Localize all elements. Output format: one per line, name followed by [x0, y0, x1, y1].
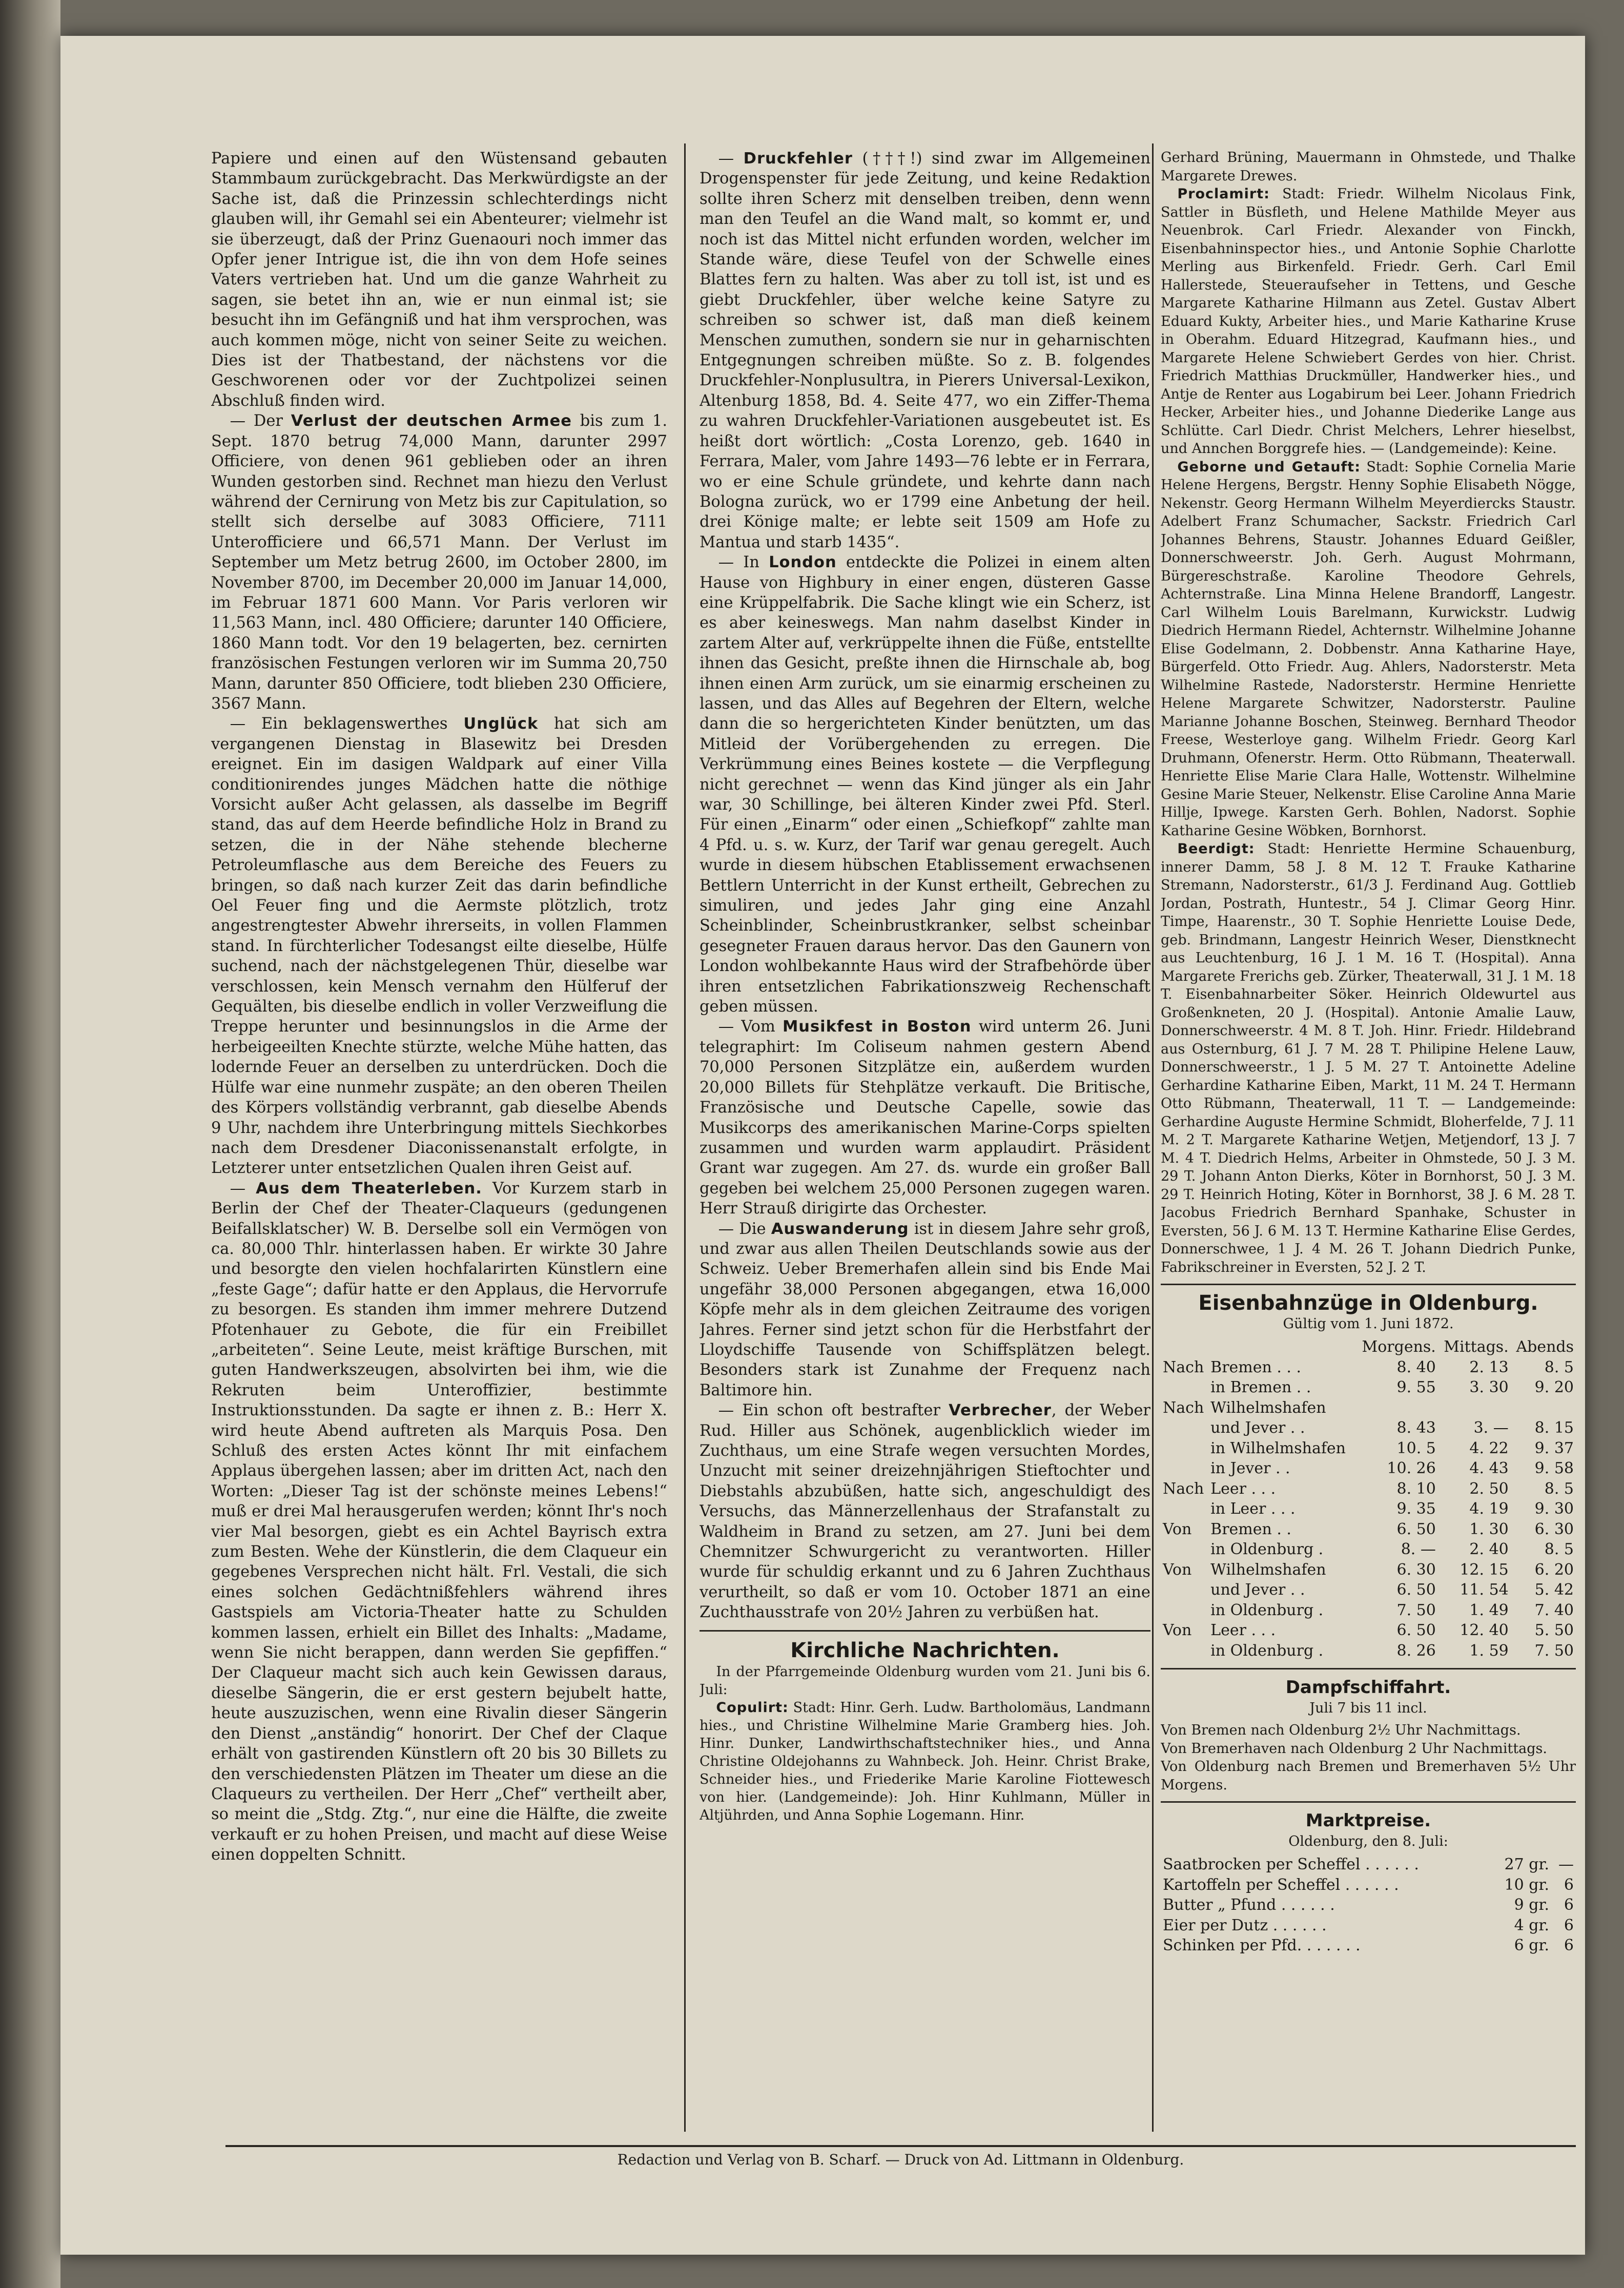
lead-text: — Der	[230, 412, 291, 430]
article-paragraph	[211, 411, 667, 714]
section-body: Stadt: Hinr. Gerh. Ludw. Bartholomäus, Landmann hies., und Christine Wilhelmine Marie Gramberg hies. Joh. Hinr. Dunker, Landwirthschaftstechniker hies., und Anna Christine Oldejohanns zu Wahnbeck. Joh. Heinr. Christ Brake, Schneider hies., und Friederike Marie Karoline Fiottewesch von hier. (Landgemeinde): Joh. Hinr Kuhlmann, Müller in Altjührden, und Anna Sophie Logemann. Hinr.	[700, 1700, 1150, 1824]
table-row	[1161, 1560, 1576, 1580]
church-born	[1161, 458, 1576, 840]
church-intro: In der Pfarrgemeinde Oldenburg wurden vom 21. Juni bis 6. Juli:	[700, 1664, 1150, 1698]
church-text: Gerhard Brüning, Mauermann in Ohmstede, und Thalke Margarete Drewes.	[1161, 150, 1576, 184]
railway-timetable	[1161, 1337, 1576, 1661]
direction-cell	[1161, 1499, 1208, 1519]
item-cell: Eier per Dutz . . . . . .	[1163, 1916, 1327, 1934]
station-cell: in Wilhelmshafen	[1210, 1439, 1346, 1457]
time-cell: 8. 15	[1534, 1419, 1574, 1437]
church-proclamirt	[1161, 185, 1576, 458]
station-cell: Wilhelmshafen	[1210, 1398, 1326, 1417]
section-body: Stadt: Friedr. Wilhelm Nicolaus Fink, Sattler in Büsfleth, und Helene Mathilde Meyer aus Neuenbrok. Carl Friedr. Alexander von Finckh, Eisenbahninspector hies., und Antonie Sophie Charlotte Merling aus Birkenfeld. Friedr. Gerh. Carl Emil Hallerstede, Steueraufseher in Tettens, und Gesche Margarete Katharine Hilmann aus Zetel. Gustav Albert Eduard Kukty, Arbeiter hies., und Marie Katharine Kruse in Oberahm. Eduard Hitzegrad, Kaufmann hies., und Margarete Helene Schwiebert Gerdes von hier. Christ. Friedrich Matthias Druckmüller, Handwerker hies., und Antje de Renter aus Logabirum bei Leer. Johann Friedrich Hecker, Arbeiter hies., und Johanne Diederike Lange aus Schlütte. Carl Diedr. Christ Melchers, Lehrer hieselbst, und Annchen Borggrefe hies. — (Landgemeinde): Keine.	[1161, 186, 1576, 457]
time-cell	[1355, 1398, 1438, 1418]
station-cell: in Oldenburg .	[1210, 1540, 1324, 1558]
table-row	[1161, 1875, 1576, 1895]
steamship-line: Von Oldenburg nach Bremen und Bremerhaven 5½ Uhr Morgens.	[1161, 1759, 1576, 1793]
time-cell: 9. 58	[1534, 1459, 1574, 1477]
time-cell: 8. 43	[1396, 1419, 1436, 1437]
station-cell: in Oldenburg .	[1210, 1641, 1324, 1660]
time-cell: 4. 19	[1469, 1500, 1509, 1518]
time-cell: 1. 49	[1469, 1601, 1509, 1619]
time-cell: 8. 10	[1396, 1479, 1436, 1498]
section-rule	[1161, 1668, 1576, 1669]
article-headline: London	[769, 553, 837, 572]
direction-cell: Von	[1163, 1560, 1192, 1579]
direction-cell	[1161, 1641, 1208, 1661]
time-cell: 9. 35	[1396, 1500, 1436, 1518]
station-cell: in Jever . .	[1210, 1459, 1290, 1477]
book-spine-edge	[0, 0, 60, 2288]
time-cell: 6. 30	[1396, 1560, 1436, 1579]
station-cell: Leer . . .	[1210, 1479, 1276, 1498]
column-3	[1161, 149, 1576, 2132]
price-fraction-cell: 6	[1564, 1896, 1574, 1914]
railway-valid-date: Gültig vom 1. Juni 1872.	[1283, 1315, 1454, 1332]
price-cell: 6 gr.	[1514, 1936, 1549, 1954]
direction-cell: Nach	[1163, 1479, 1204, 1498]
time-cell: 3. 30	[1469, 1378, 1509, 1396]
table-row	[1161, 1418, 1576, 1438]
price-fraction-cell: 6	[1564, 1916, 1574, 1934]
direction-cell	[1161, 1438, 1208, 1459]
section-label: Proclamirt:	[1177, 186, 1270, 202]
lead-text: — Ein beklagenswerthes	[230, 715, 464, 733]
time-cell: 2. 40	[1469, 1540, 1509, 1558]
railway-title: Eisenbahnzüge in Oldenburg.	[1198, 1291, 1538, 1315]
table-row	[1161, 1854, 1576, 1875]
section-label: Copulirt:	[716, 1700, 789, 1716]
section-rule	[700, 1630, 1150, 1632]
table-row	[1161, 1499, 1576, 1519]
article-paragraph	[700, 1219, 1150, 1401]
table-row	[1161, 1935, 1576, 1956]
article-body: hat sich am vergangenen Dienstag in Blasewitz bei Dresden ereignet. Ein im dasigen Waldpark auf einer Villa conditionirendes junges Mädchen hatte die nöthige Vorsicht außer Acht gelassen, als dasselbe im Begriff stand, das auf dem Heerde befindliche Holz in Brand zu setzen, die in der Nähe stehende blecherne Petroleumflasche aus dem Bereiche des Feuers zu bringen, so daß nach kurzer Zeit das darin befindliche Oel Feuer fing und die Aermste plötzlich, trotz angestrengtester Abwehr ihrerseits, in vollen Flammen stand. In fürchterlicher Todesangst eilte dieselbe, Hülfe suchend, nach der nächstgelegenen Thür, dieselbe war verschlossen, kein Mensch vernahm den Hülferuf der Gequälten, bis dieselbe endlich in voller Verzweiflung die Treppe herunter und besinnungslos in die Arme der herbeigeeilten Knechte stürzte, welche Mühe hatten, das lodernde Feuer an derselben zu unterdrücken. Doch die Hülfe war eine nunmehr zuspäte; an den oberen Theilen des Körpers vollständig verbrannt, gab dieselbe Abends 9 Uhr, nachdem ihre Unterbringung mittels Siechkorbes nach dem Dresdener Diaconissenanstalt erfolgte, in Letzterer unter entsetzlichen Qualen ihren Geist auf.	[211, 715, 667, 1178]
station-cell: Bremen . . .	[1210, 1358, 1302, 1376]
time-cell: 7. 40	[1534, 1601, 1574, 1619]
station-cell: und Jever . .	[1210, 1581, 1305, 1599]
table-row	[1161, 1580, 1576, 1600]
table-row	[1161, 1398, 1576, 1418]
station-cell: in Oldenburg .	[1210, 1601, 1324, 1619]
time-cell: 1. 59	[1469, 1641, 1509, 1660]
church-buried	[1161, 840, 1576, 1276]
table-header-row	[1161, 1337, 1576, 1357]
station-cell: Bremen . .	[1210, 1520, 1291, 1538]
steamship-dates: Juli 7 bis 11 incl.	[1309, 1700, 1427, 1716]
section-body: Stadt: Henriette Hermine Schauenburg, innerer Damm, 58 J. 8 M. 12 T. Frauke Katharine Stremann, Nadorsterstr., 61/3 J. Ferdinand Aug. Gottlieb Jordan, Postrath, Huntestr., 54 J. Climar Georg Hinr. Timpe, Haarenstr., 30 T. Sophie Henriette Louise Dede, geb. Brindmann, Langestr Heinrich Weser, Dienstknecht aus Leuchtenburg, 16 J. 1 M. 16 T. (Hospital). Anna Margarete Frerichs geb. Zürker, Theaterwall, 31 J. 1 M. 18 T. Eisenbahnarbeiter Söker. Heinrich Oldewurtel aus Großenkneten, 20 J. (Hospital). Antonie Amalie Lauw, Donnerschweerstr. 4 M. 8 T. Joh. Hinr. Friedr. Hildebrand aus Osternburg, 61 J. 7 M. 28 T. Philipine Helene Lauw, Donnerschweerstr., 1 J. 5 M. 27 T. Antoinette Adeline Gerhardine Katharine Eiben, Markt, 11 M. 24 T. Hermann Otto Rübmann, Theaterwall, 11 T. — Landgemeinde: Gerhardine Auguste Hermine Schmidt, Bloherfelde, 7 J. 11 M. 2 T. Margarete Katharine Wetjen, Metjendorf, 13 J. 7 M. 4 T. Diedrich Helms, Arbeiter in Ohmstede, 50 J. 3 M. 29 T. Johann Anton Dierks, Köter in Bornhorst, 50 J. 3 M. 29 T. Heinrich Hoting, Köter in Bornhorst, 38 J. 6 M. 28 T. Jacobus Friedrich Bernhard Spanhake, Schuster in Eversten, 56 J. 6 M. 13 T. Hermine Katharine Elise Gerdes, Donnerschwee, 1 J. 4 M. 26 T. Johann Diedrich Punke, Fabrikschreiner in Eversten, 52 J. 2 T.	[1161, 841, 1576, 1275]
direction-cell	[1161, 1539, 1208, 1560]
price-fraction-cell: 6	[1564, 1875, 1574, 1894]
table-row	[1161, 1458, 1576, 1479]
time-cell: 8. 5	[1544, 1540, 1574, 1558]
column-header: Morgens.	[1362, 1338, 1436, 1356]
time-cell: 4. 43	[1469, 1459, 1509, 1477]
article-headline: Auswanderung	[771, 1220, 909, 1238]
article-body: ist in diesem Jahre sehr groß, und zwar aus allen Theilen Deutschlands sowie aus der Schweiz. Ueber Bremerhafen allein sind bis Ende Mai ungefähr 38,000 Personen abgegangen, etwa 16,000 Köpfe mehr als in dem gleichen Zeitraume des vorigen Jahres. Ferner sind jetzt schon für die Herbstfahrt der Lloydschiffe Tausende von Schiffsplätzen belegt. Besonders stark ist Zunahme der Frequenz nach Baltimore hin.	[700, 1220, 1150, 1399]
table-row	[1161, 1600, 1576, 1621]
article-body: Vor Kurzem starb in Berlin der Chef der Theater-Claqueurs (gedungenen Beifallsklatscher) W. B. Derselbe soll ein Vermögen von ca. 80,000 Thlr. hinterlassen haben. Er wirkte 30 Jahre und besorgte den vielen hochfalarirten Künstlern eine „feste Gage“; dafür hatte er den Applaus, die Hervorrufe zu besorgen. Es standen ihm immer mehrere Dutzend Pfotenhauer zu Gebote, die für ein Freibillet „arbeiteten“. Seine Leute, meist kräftige Burschen, mit guten Handwerkszeugen, absolvirten bei ihm, wie die Rekruten beim Unteroffizier, bestimmte Instruktionsstunden. Da sagte er ihnen z. B.: Herr X. wird heute Abend auftreten als Marquis Posa. Den Schluß des ersten Actes könnt Ihr mit einfachem Applaus übergehen lassen; aber im dritten Act, nach den Worten: „Dieser Tag ist der schönste meines Lebens!“ muß er drei Mal herausgerufen werden; könnt Ihr's noch vier Mal besorgen, giebt es ein Achtel Bayrisch extra zum Besten. Wehe der Künstlerin, die dem Claqueur ein gegebenes Versprechen nicht hält. Frl. Vestali, die sich eines solchen Gedächtnißfehlers während ihres Gastspiels am Victoria-Theater hatte zu Schulden kommen lassen, erhielt ein Billet des Inhalts: „Madame, wenn Sie nicht berappen, dann werden Sie gepfiffen.“ Der Claqueur macht sich auch kein Gewissen daraus, dieselbe Sängerin, die er erst gestern bejubelt hatte, heute auszuzischen, wenn eine Rivalin dieser Sängerin den Dienst „anständig“ honorirt. Der Chef der Claque erhält von gastirenden Künstlern oft 20 bis 30 Billets zu den verschiedensten Plätzen im Theater um diese an die Claqueurs zu vertheilen. Der Herr „Chef“ vertheilt aber, so meint die „Stdg. Ztg.“, nur eine die Hälfte, die zweite verkauft er zu hohen Preisen, und macht auf diese Weise einen doppelten Schnitt.	[211, 1179, 667, 1864]
article-paragraph	[700, 1400, 1150, 1622]
market-title: Marktpreise.	[1305, 1810, 1431, 1831]
station-cell: Leer . . .	[1210, 1621, 1276, 1639]
lead-text: — Die	[718, 1220, 771, 1238]
direction-cell: Von	[1163, 1621, 1192, 1639]
time-cell: 6. 20	[1534, 1560, 1574, 1579]
time-cell: 3. —	[1473, 1419, 1509, 1437]
church-copulirt	[700, 1699, 1150, 1824]
time-cell: 1. 30	[1469, 1520, 1509, 1538]
article-headline: Verbrecher	[949, 1401, 1052, 1420]
lead-text: — In	[718, 553, 769, 572]
table-row	[1161, 1641, 1576, 1661]
column-2	[700, 149, 1150, 2132]
church-news-title: Kirchliche Nachrichten.	[790, 1638, 1060, 1662]
article-body: (†††!) sind zwar im Allgemeinen Drogenspenster für jede Zeitung, und keine Redaktion sollte ihren Scherz mit denselben treiben, denn wenn man den Teufel an die Wand malt, so kommt er, und noch ist das Mittel nicht erfunden worden, welcher im Stande wäre, diese Teufel von der Schwelle eines Blattes fern zu halten. Was aber zu toll ist, ist und es giebt Druckfehler, über welche keine Satyre zu schreiben so schwer ist, daß man dieß keinem Menschen zumuthen, sondern sie nur in geharnischten Entgegnungen schreiben müßte. So z. B. folgendes Druckfehler-Nonplusultra, in Pierers Universal-Lexikon, Altenburg 1858, Bd. 4. Seite 477, wo ein Ziffer-Thema zu wahren Druckfehler-Variationen ausgebeutet ist. Es heißt dort wörtlich: „Costa Lorenzo, geb. 1640 in Ferrara, Maler, vom Jahre 1493—76 lebte er in Ferrara, wo er eine Schule gründete, und kehrte dann nach Bologna zurück, wo er 1799 eine Anbetung der heil. drei Könige malte; er lebte seit 1509 am Hofe zu Mantua und starb 1435“.	[700, 150, 1150, 551]
time-cell: 2. 13	[1469, 1358, 1509, 1376]
column-divider	[684, 143, 686, 2132]
time-cell: 6. 50	[1396, 1520, 1436, 1538]
direction-cell	[1161, 1580, 1208, 1600]
market-date: Oldenburg, den 8. Juli:	[1288, 1833, 1448, 1849]
time-cell: 5. 50	[1534, 1621, 1574, 1639]
time-cell: 9. 30	[1534, 1500, 1574, 1518]
time-cell: 6. 30	[1534, 1520, 1574, 1538]
time-cell	[1511, 1398, 1576, 1418]
item-cell: Schinken per Pfd. . . . . . .	[1163, 1936, 1361, 1954]
price-cell: 4 gr.	[1514, 1916, 1549, 1934]
item-cell: Saatbrocken per Scheffel . . . . . .	[1163, 1856, 1419, 1873]
table-row	[1161, 1895, 1576, 1915]
article-body: , der Weber Rud. Hiller aus Schönek, augenblicklich wieder im Zuchthaus, um eine Strafe wegen versuchten Mordes, Unzucht mit seiner dreizehnjährigen Stieftochter und Diebstahls abzubüßen, hatte sich, angeschuldigt des Versuchs, das Männerzellenhaus der Strafanstalt zu Waldheim in Brand zu setzen, am 27. Juni bei dem Chemnitzer Schwurgericht zu verantworten. Hiller wurde für schuldig erkannt und zu 6 Jahren Zuchthaus verurtheilt, so daß er vom 10. October 1871 an eine Zuchthausstrafe von 20½ Jahren zu verbüßen hat.	[700, 1401, 1150, 1622]
time-cell: 2. 50	[1469, 1479, 1509, 1498]
direction-cell	[1161, 1418, 1208, 1438]
time-cell: 6. 50	[1396, 1581, 1436, 1599]
steamship-line: Von Bremen nach Oldenburg 2½ Uhr Nachmittags.	[1161, 1722, 1521, 1738]
time-cell: 4. 22	[1469, 1439, 1509, 1457]
article-body: bis zum 1. Sept. 1870 betrug 74,000 Mann, darunter 2997 Officiere, von denen 961 geblieben oder an ihren Wunden gestorben sind. Rechnet man hiezu den Verlust während der Cernirung von Metz bis zur Capitulation, so stellt sich derselbe auf 3083 Officiere, 7111 Unterofficiere und 66,571 Mann. Der Verlust im September um Metz betrug 2600, im October 2800, im November 8700, im December 20,000 im Januar 14,000, im Februar 1871 600 Mann. Vor Paris verloren wir 11,563 Mann, incl. 480 Officiere; darunter 140 Officiere, 1860 Mann todt. Vor den 19 belagerten, bez. cernirten französischen Festungen verloren wir im Summa 20,750 Mann, darunter 850 Officiere, todt blieben 230 Officiere, 3567 Mann.	[211, 412, 667, 713]
time-cell: 9. 37	[1534, 1439, 1574, 1457]
time-cell: 9. 55	[1396, 1378, 1436, 1396]
article-headline: Verlust der deutschen Armee	[291, 412, 572, 430]
time-cell: 12. 15	[1459, 1560, 1509, 1579]
footer-rule	[225, 2145, 1576, 2147]
column-header: Mittags.	[1444, 1338, 1509, 1356]
time-cell: 12. 40	[1459, 1621, 1509, 1639]
table-row	[1161, 1915, 1576, 1936]
lead-text: —	[230, 1179, 256, 1198]
time-cell: 9. 20	[1534, 1378, 1574, 1396]
table-row	[1161, 1438, 1576, 1459]
direction-cell: Von	[1163, 1520, 1192, 1538]
article-paragraph	[700, 552, 1150, 1017]
table-row	[1161, 1479, 1576, 1499]
time-cell: 10. 26	[1387, 1459, 1436, 1477]
article-headline: Musikfest in Boston	[782, 1018, 972, 1036]
price-cell: 10 gr.	[1504, 1875, 1549, 1894]
direction-cell: Nach	[1163, 1358, 1204, 1376]
time-cell: 6. 50	[1396, 1621, 1436, 1639]
article-paragraph	[700, 149, 1150, 552]
time-cell	[1438, 1398, 1511, 1418]
time-cell: 7. 50	[1396, 1601, 1436, 1619]
table-row	[1161, 1620, 1576, 1641]
steamship-line: Von Bremerhaven nach Oldenburg 2 Uhr Nachmittags.	[1161, 1740, 1547, 1757]
direction-cell	[1161, 1377, 1208, 1398]
time-cell: 8. 40	[1396, 1358, 1436, 1376]
steamship-title: Dampfschiffahrt.	[1285, 1677, 1451, 1698]
station-cell: in Leer . . .	[1210, 1500, 1296, 1518]
market-prices-table	[1161, 1854, 1576, 1956]
price-fraction-cell: —	[1558, 1856, 1574, 1873]
table-row	[1161, 1539, 1576, 1560]
section-label: Beerdigt:	[1177, 841, 1255, 857]
table-row	[1161, 1519, 1576, 1540]
price-cell: 27 gr.	[1504, 1856, 1549, 1873]
article-headline: Unglück	[463, 715, 539, 733]
station-cell: in Bremen . .	[1210, 1378, 1311, 1396]
article-body: wird unterm 26. Juni telegraphirt: Im Coliseum nahmen gestern Abend 70,000 Personen Sitzplätze ein, außerdem wurden 20,000 Billets für Stehplätze verkauft. Die Britische, Französische und Deutsche Capelle, sowie das Musikcorps des amerikanischen Marine-Corps spielten zusammen und wurden warm applaudirt. Präsident Grant war zugegen. Am 27. ds. wurde ein großer Ball gegeben bei welchem 25,000 Personen zugegen waren. Herr Strauß dirigirte das Orchester.	[700, 1018, 1150, 1218]
item-cell: Butter „ Pfund . . . . . .	[1163, 1896, 1335, 1914]
lead-text: — Ein schon oft bestrafter	[718, 1401, 949, 1420]
lead-text: — Vom	[718, 1018, 783, 1036]
time-cell: 8. 5	[1544, 1358, 1574, 1376]
time-cell: 5. 42	[1534, 1581, 1574, 1599]
price-cell: 9 gr.	[1514, 1896, 1549, 1914]
section-body: Stadt: Sophie Cornelia Marie Helene Hergens, Bergstr. Henny Sophie Elisabeth Nögge, Nekenstr. Georg Hermann Wilhelm Meyerdiercks Staustr. Adelbert Franz Schumacher, Sackstr. Friedrich Carl Johannes Behrens, Staustr. Johannes Eduard Geißler, Donnerschweerstr. Joh. Gerh. August Mohrmann, Bürgereschstraße. Karoline Theodore Gehrels, Achternstraße. Lina Minna Helene Brandorff, Langestr. Carl Wilhelm Louis Barelmann, Kurwickstr. Ludwig Diedrich Hermann Riedel, Achternstr. Wilhelmine Johanne Elise Godelmann, 2. Dobbenstr. Anna Katharine Haye, Bürgerfeld. Otto Friedr. Aug. Ahlers, Nadorsterstr. Meta Wilhelmine Rastede, Nadorsterstr. Hermine Henriette Helene Margarete Schwitzer, Nadorsterstr. Pauline Marianne Johanne Boschen, Steinweg. Bernhard Theodor Freese, Westerloye gang. Wilhelm Friedr. Georg Karl Druhmann, Ofenerstr. Herm. Otto Rübmann, Theaterwall. Henriette Elise Marie Clara Halle, Wottenstr. Wilhelmine Gesine Marie Steuer, Nelkenstr. Elise Caroline Anna Marie Hillje, Ipwege. Karsten Gerh. Bohlen, Nadorst. Sophie Katharine Gesine Wöbken, Bornhorst.	[1161, 459, 1576, 839]
time-cell: 10. 5	[1396, 1439, 1436, 1457]
time-cell: 11. 54	[1459, 1581, 1509, 1599]
article-paragraph	[700, 1017, 1150, 1219]
section-label: Geborne und Getauft:	[1177, 459, 1361, 475]
section-rule	[1161, 1284, 1576, 1285]
time-cell: 8. 5	[1544, 1479, 1574, 1498]
station-cell: und Jever . .	[1210, 1419, 1305, 1437]
imprint-footer: Redaction und Verlag von B. Scharf. — Druck von Ad. Littmann in Oldenburg.	[617, 2151, 1184, 2168]
direction-cell: Nach	[1163, 1398, 1204, 1417]
article-headline: Aus dem Theaterleben.	[256, 1179, 482, 1198]
time-cell: 8. 26	[1396, 1641, 1436, 1660]
article-paragraph	[211, 1179, 667, 1865]
column-1	[211, 149, 667, 2132]
lead-text: —	[718, 150, 744, 168]
price-fraction-cell: 6	[1564, 1936, 1574, 1954]
table-row	[1161, 1377, 1576, 1398]
article-body: entdeckte die Polizei in einem alten Hause von Highbury in einer engen, düsteren Gasse eine Krüppelfabrik. Die Sache klingt wie ein Scherz, ist es aber keineswegs. Man nahm daselbst Kinder in zartem Alter auf, verkrüppelte ihnen die Füße, entstellte ihnen das Gesicht, preßte ihnen die Hirnschale ab, bog ihnen einen Arm zurück, um sie einarmig erscheinen zu lassen, und das Alles auf Begehren der Eltern, welche dann die so hergerichteten Kinder benützten, um das Mitleid der Vorübergehenden zu erregen. Die Verkrümmung eines Beines kostete — die Verpflegung nicht gerechnet — wenn das Kind jünger als ein Jahr war, 30 Schillinge, bei älteren Kinder zwei Pfd. Sterl. Für einen „Einarm“ oder einen „Schiefkopf“ zahlte man 4 Pfd. u. s. w. Kurz, der Tarif war genau geregelt. Auch wurde in diesem hübschen Etablissement erwachsenen Bettlern Unterricht in der Kunst ertheilt, Gebrechen zu simuliren, und jedes Jahr ging eine Anzahl Scheinblinder, Scheinbrustkranker, selbst scheinbar gesegneter Frauen daraus hervor. Das den Gaunern von London wohlbekannte Haus wird der Strafbehörde über ihren entsetzlichen Fabrikationszweig Rechenschaft geben müssen.	[700, 553, 1150, 1016]
article-paragraph: Papiere und einen auf den Wüstensand gebauten Stammbaum zurückgebracht. Das Merkwürdigste an der Sache ist, daß die Prinzessin schlechterdings nicht glauben will, ihr Gemahl sei ein Abenteurer; vielmehr ist sie überzeugt, daß der Prinz Guenaouri noch immer das Opfer jener Intrigue ist, die ihn von dem Hofe seines Vaters vertrieben hat. Und um die ganze Wahrheit zu sagen, sie betet ihn an, wie er nun einmal ist; sie besucht ihn im Gefängniß und hat ihm versprochen, was auch kommen möge, nicht von seiner Seite zu weichen. Dies ist der Thatbestand, der nächstens vor die Geschworenen oder vor der Zuchtpolizei seinen Abschluß finden wird.	[211, 150, 667, 410]
time-cell: 7. 50	[1534, 1641, 1574, 1660]
station-cell: Wilhelmshafen	[1210, 1560, 1326, 1579]
section-rule	[1161, 1801, 1576, 1803]
time-cell: 8. —	[1401, 1540, 1436, 1558]
column-header: Abends	[1516, 1338, 1574, 1356]
item-cell: Kartoffeln per Scheffel . . . . . .	[1163, 1875, 1399, 1894]
article-paragraph	[211, 714, 667, 1178]
steamship-schedule	[1161, 1721, 1576, 1794]
table-row	[1161, 1357, 1576, 1378]
column-divider	[1152, 143, 1154, 2132]
article-headline: Druckfehler	[743, 150, 853, 168]
direction-cell	[1161, 1600, 1208, 1621]
direction-cell	[1161, 1458, 1208, 1479]
